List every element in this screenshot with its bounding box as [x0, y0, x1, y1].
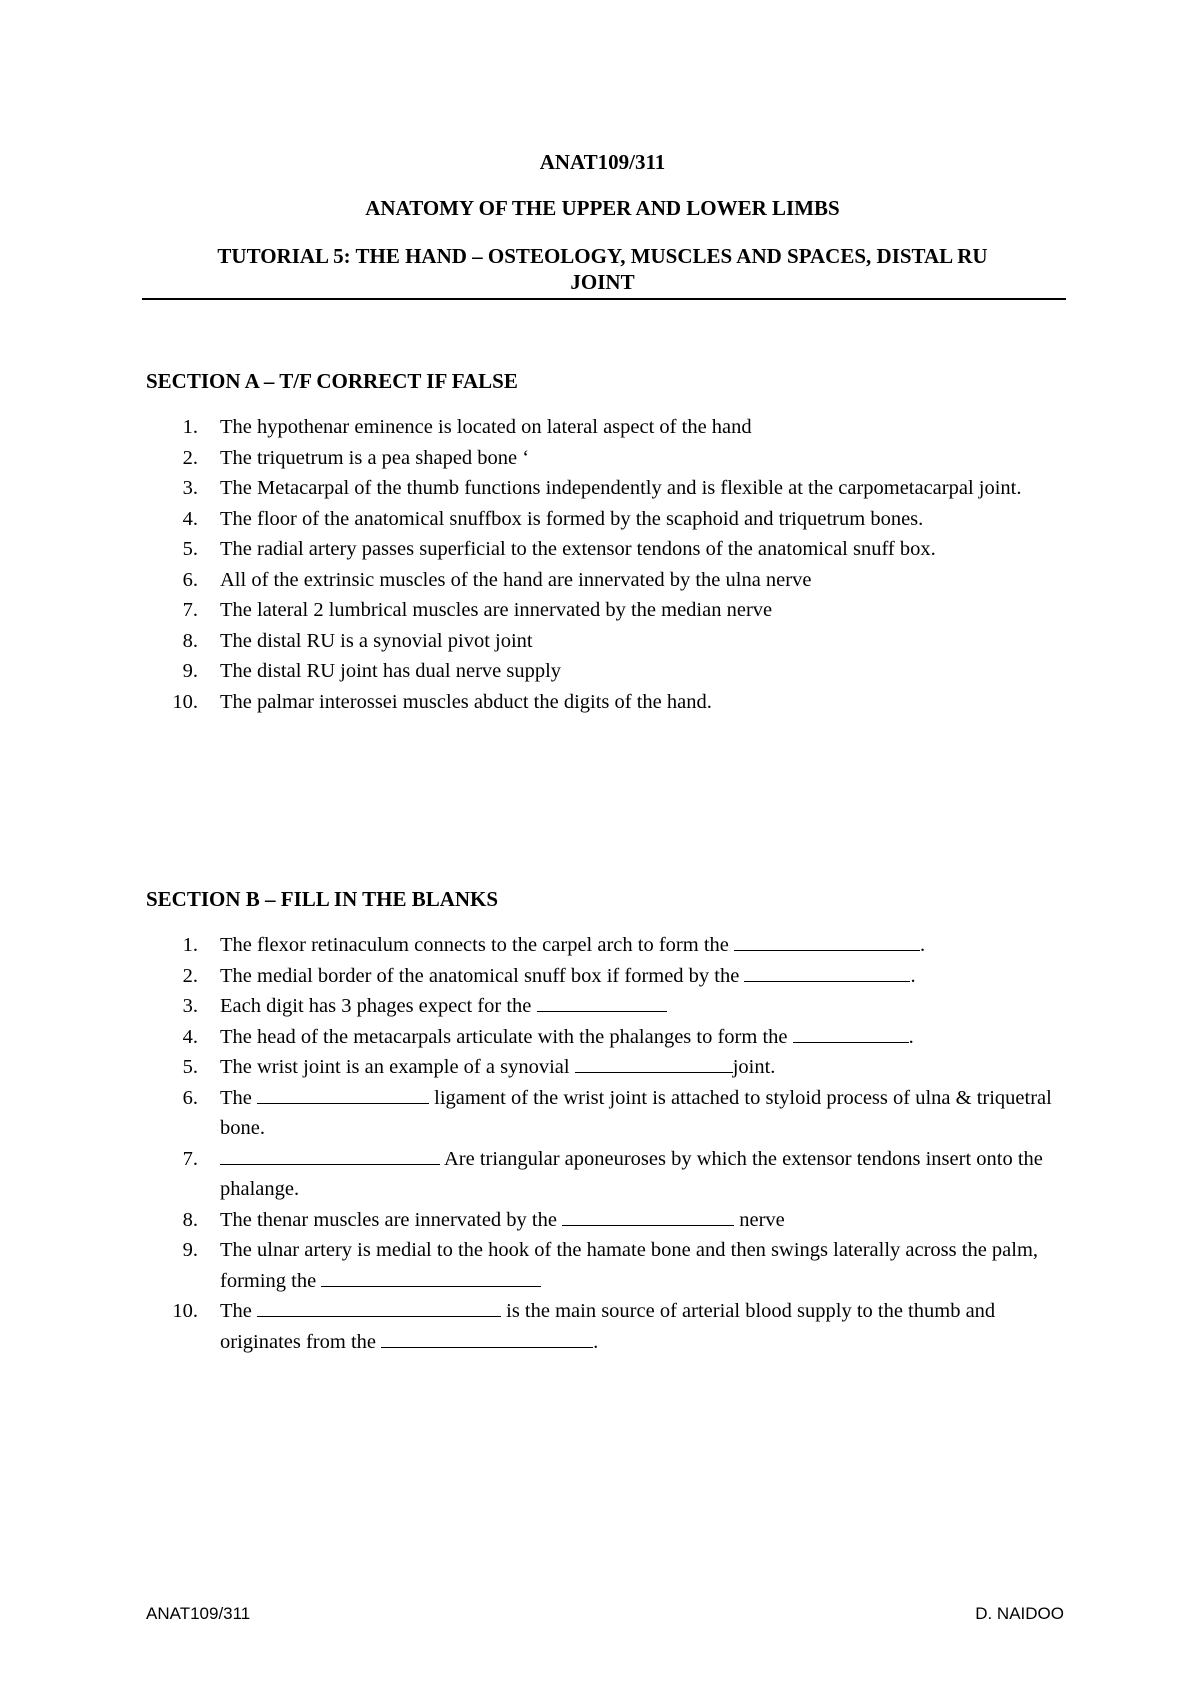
item-number: 3.	[182, 477, 198, 499]
list-item	[146, 930, 1066, 961]
footer-left: ANAT109/311	[146, 1604, 251, 1623]
item-number: 2.	[182, 964, 198, 987]
list-item	[146, 1083, 1066, 1144]
item-text: The lateral 2 lumbrical muscles are innervated by the median nerve	[220, 599, 773, 621]
item-number: 9.	[182, 660, 198, 682]
tutorial-title-line1: TUTORIAL 5: THE HAND – OSTEOLOGY, MUSCLES AND SPACES, DISTAL RU	[217, 244, 988, 268]
item-text: The palmar interossei muscles abduct the digits of the hand.	[220, 690, 712, 713]
item-number: 7.	[182, 599, 198, 621]
list-item	[146, 1235, 1066, 1296]
tutorial-title-line2: JOINT	[570, 270, 635, 294]
item-number: 7.	[182, 1147, 198, 1170]
item-text: The triquetrum is a pea shaped bone ‘	[220, 446, 530, 469]
item-number: 6.	[182, 568, 198, 591]
list-item	[146, 991, 1066, 1022]
item-text-before: Each digit has 3 phages expect for the	[220, 995, 537, 1017]
answer-blank[interactable]	[575, 1052, 733, 1073]
answer-blank[interactable]	[220, 1144, 440, 1165]
item-text-after: .	[910, 964, 916, 987]
list-item	[146, 1022, 1066, 1053]
list-item	[146, 504, 1066, 535]
item-text: The radial artery passes superficial to the extensor tendons of the anatomical snuff box.	[220, 538, 936, 560]
answer-blank[interactable]	[744, 961, 910, 982]
item-number: 2.	[182, 446, 198, 469]
item-text-after: Are triangular aponeuroses by which the extensor tendons insert onto the phalange.	[220, 1147, 1043, 1200]
list-item	[146, 1296, 1066, 1357]
section-a-list	[146, 412, 1066, 717]
list-item	[146, 1205, 1066, 1236]
item-number: 4.	[182, 1025, 198, 1048]
item-text: All of the extrinsic muscles of the hand are innervated by the ulna nerve	[220, 568, 812, 591]
item-number: 10.	[172, 1300, 198, 1322]
list-item	[146, 565, 1066, 596]
section-b-list	[146, 930, 1066, 1357]
item-text-before: The medial border of the anatomical snuff box if formed by the	[220, 964, 745, 987]
section-b-heading: SECTION B – FILL IN THE BLANKS	[146, 887, 499, 911]
item-number: 3.	[182, 995, 198, 1017]
list-item	[146, 443, 1066, 474]
item-number: 4.	[182, 507, 198, 530]
item-number: 6.	[182, 1086, 198, 1109]
list-item	[146, 626, 1066, 657]
list-item	[146, 961, 1066, 992]
item-number: 8.	[182, 629, 198, 652]
item-text: The floor of the anatomical snuffbox is formed by the scaphoid and triquetrum bones.	[220, 507, 924, 530]
item-number: 1.	[182, 934, 198, 956]
list-item	[146, 1052, 1066, 1083]
answer-blank[interactable]	[562, 1205, 734, 1226]
answer-blank[interactable]	[257, 1083, 429, 1104]
item-number: 5.	[182, 1056, 198, 1078]
list-item	[146, 412, 1066, 443]
answer-blank[interactable]	[381, 1327, 593, 1348]
item-text: The distal RU joint has dual nerve supply	[220, 660, 562, 682]
item-number: 10.	[172, 690, 198, 713]
item-number: 9.	[182, 1239, 198, 1261]
item-text: The Metacarpal of the thumb functions independently and is flexible at the carpometacarpal joint.	[220, 477, 1022, 499]
item-text-before: The thenar muscles are innervated by the	[220, 1208, 563, 1231]
item-text-after: .	[593, 1330, 599, 1353]
course-title: ANATOMY OF THE UPPER AND LOWER LIMBS	[365, 196, 840, 220]
item-text-before: The head of the metacarpals articulate with the phalanges to form the	[220, 1025, 793, 1048]
answer-blank[interactable]	[321, 1266, 541, 1287]
section-a-heading: SECTION A – T/F CORRECT IF FALSE	[146, 369, 518, 393]
list-item	[146, 687, 1066, 718]
answer-blank[interactable]	[257, 1296, 501, 1317]
item-text-before: The	[220, 1086, 257, 1109]
item-text-after: ligament of the wrist joint is attached to styloid process of ulna & triquetral bone.	[220, 1086, 1052, 1139]
item-text-before: The wrist joint is an example of a synovial	[220, 1056, 575, 1078]
item-text-before: The ulnar artery is medial to the hook of the hamate bone and then swings laterally across the palm, forming the	[220, 1239, 1039, 1292]
list-item	[146, 1144, 1066, 1205]
list-item	[146, 595, 1066, 626]
item-text-before: The	[220, 1300, 257, 1322]
item-number: 8.	[182, 1208, 198, 1231]
item-text-middle: is the main source of arterial blood supply to the thumb and originates from the	[220, 1300, 996, 1353]
item-number: 5.	[182, 538, 198, 560]
list-item	[146, 473, 1066, 504]
item-text: The hypothenar eminence is located on lateral aspect of the hand	[220, 416, 752, 438]
item-text-after: nerve	[734, 1208, 785, 1231]
course-code: ANAT109/311	[539, 150, 666, 174]
item-text-before: The flexor retinaculum connects to the carpel arch to form the	[220, 934, 734, 956]
item-text-after: .	[908, 1025, 914, 1048]
list-item	[146, 534, 1066, 565]
item-text: The distal RU is a synovial pivot joint	[220, 629, 533, 652]
item-number: 1.	[182, 416, 198, 438]
item-text-after: joint.	[732, 1056, 776, 1078]
answer-blank[interactable]	[537, 991, 667, 1012]
answer-blank[interactable]	[734, 930, 920, 951]
list-item	[146, 656, 1066, 687]
title-divider	[142, 298, 1066, 300]
item-text-after: .	[920, 934, 926, 956]
footer-right: D. NAIDOO	[975, 1604, 1064, 1623]
answer-blank[interactable]	[793, 1022, 909, 1043]
